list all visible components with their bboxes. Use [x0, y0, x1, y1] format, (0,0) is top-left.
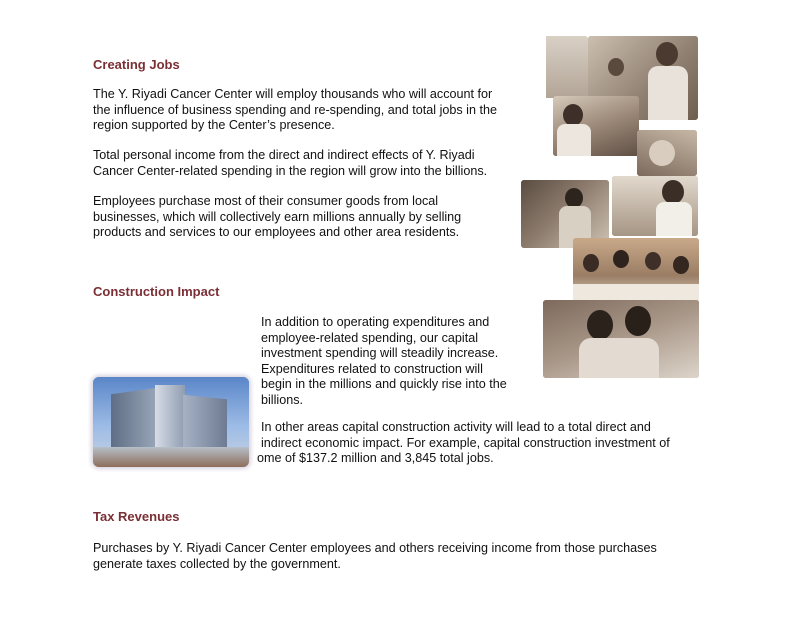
photo-lab-corner — [516, 36, 588, 98]
text-line: Cancer Center-related spending in the region will grow into the billions. — [93, 163, 488, 178]
text-line: products and services to our employees and other area residents. — [93, 225, 460, 239]
photo-lab-equipment — [637, 130, 697, 176]
jobs-paragraph-2 — [93, 148, 487, 179]
text-line: Total personal income from the direct and indirect effects of Y. Riyadi — [93, 148, 475, 162]
text-line: investment spending will steadily increase. — [261, 346, 499, 360]
text-line: Purchases by Y. Riyadi Cancer Center employees and others receiving income from those purchases — [93, 541, 657, 555]
text-line: ome of $137.2 million and 3,845 total jobs. — [257, 451, 494, 465]
text-line: The Y. Riyadi Cancer Center will employ thousands who will account for — [93, 87, 493, 101]
text-line: begin in the millions and quickly rise into the — [261, 377, 507, 391]
jobs-paragraph-1 — [93, 87, 497, 134]
text-line: businesses, which will collectively earn millions annually by selling — [93, 209, 462, 224]
building-rendering-photo — [93, 377, 249, 467]
photo-researcher-microscope — [553, 96, 639, 156]
construction-impact-heading: Construction Impact — [93, 284, 220, 299]
text-line: In other areas capital construction activity will lead to a total direct and — [261, 420, 651, 434]
creating-jobs-heading: Creating Jobs — [93, 57, 180, 72]
construction-paragraph-1 — [261, 315, 507, 408]
text-line: the influence of business spending and re-spending, and total jobs in the — [93, 102, 497, 117]
text-line: generate taxes collected by the government. — [93, 556, 341, 571]
construction-paragraph-2 — [257, 420, 670, 467]
text-line: In addition to operating expenditures and — [261, 315, 490, 329]
text-line: region supported by the Center’s presence. — [93, 118, 335, 132]
jobs-paragraph-3 — [93, 194, 461, 241]
tax-revenues-heading: Tax Revenues — [93, 509, 180, 524]
text-line: Employees purchase most of their consumer goods from local — [93, 194, 439, 208]
text-line: billions. — [261, 392, 303, 407]
photo-team-meeting — [573, 238, 699, 306]
text-line: Expenditures related to construction will — [261, 361, 483, 376]
photo-two-researchers — [543, 300, 699, 378]
text-line: employee-related spending, our capital — [261, 330, 479, 345]
photo-scientist-pipette — [612, 176, 698, 236]
text-line: indirect economic impact. For example, capital construction investment of — [261, 435, 670, 450]
tax-paragraph-1 — [93, 541, 657, 572]
